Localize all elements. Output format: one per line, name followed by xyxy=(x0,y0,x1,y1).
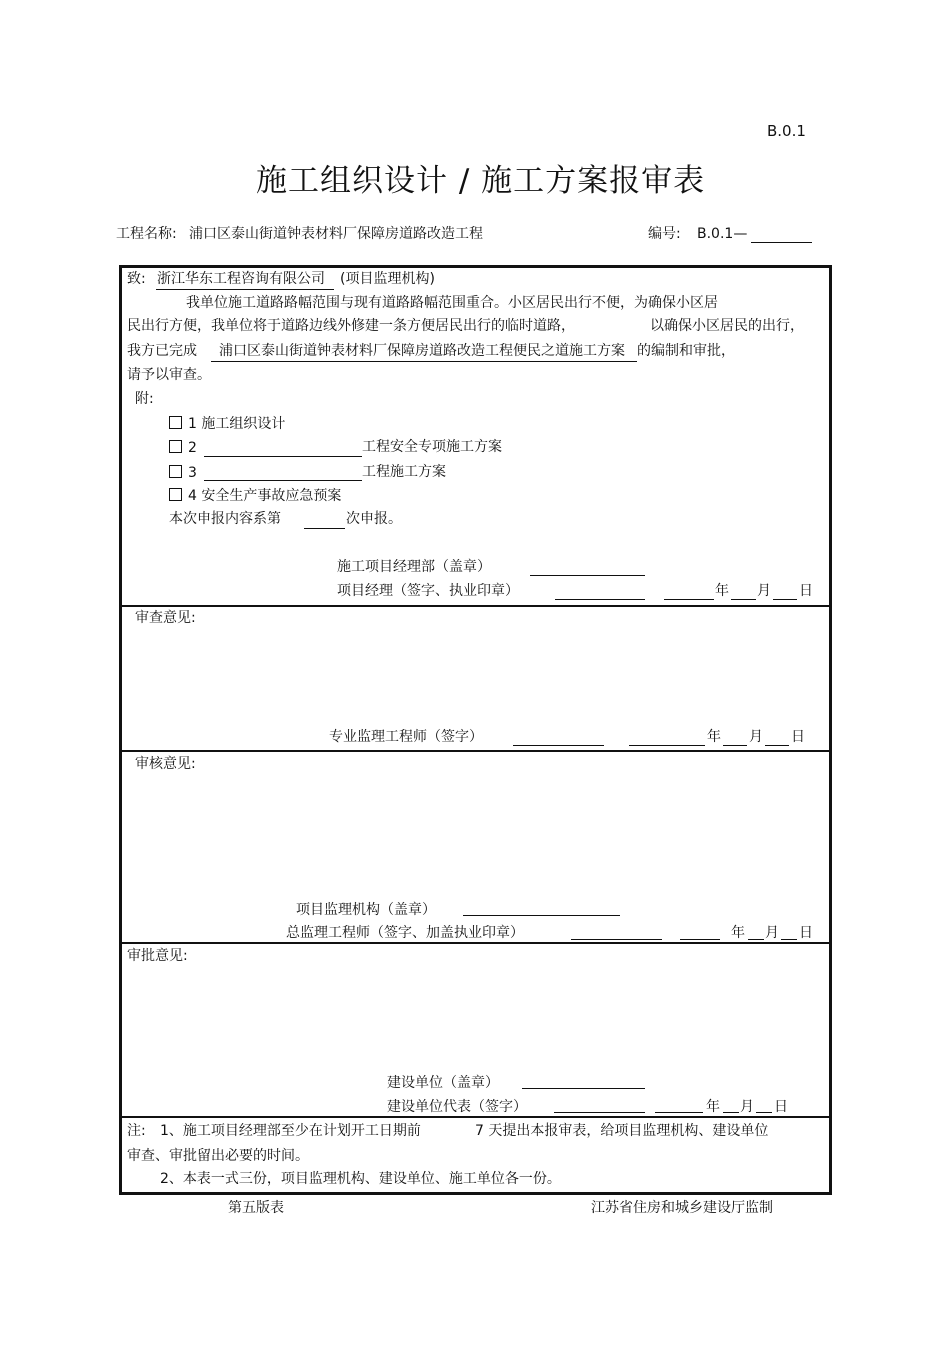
engineer-year: 年 xyxy=(707,729,721,745)
engineer-year-blank[interactable] xyxy=(629,745,705,746)
supervision-seal-blank[interactable] xyxy=(463,915,620,916)
body-line-4: 请予以审查。 xyxy=(127,367,211,383)
project-label: 工程名称: xyxy=(116,226,177,242)
number-blank[interactable] xyxy=(751,242,812,243)
attachment-3-text: 工程施工方案 xyxy=(362,464,446,480)
to-org: 浙江华东工程咨询有限公司 xyxy=(157,271,325,287)
divider-1 xyxy=(122,605,829,607)
attachment-1-text: 施工组织设计 xyxy=(201,416,286,432)
submission-count-a: 本次申报内容系第 xyxy=(169,511,281,527)
attachment-1-num: 1 xyxy=(188,416,197,432)
attachment-3[interactable] xyxy=(169,465,197,480)
checkbox-3[interactable] xyxy=(169,465,182,478)
body-line-3c: 的编制和审批， xyxy=(637,343,735,359)
page-title: 施工组织设计 / 施工方案报审表 xyxy=(256,163,706,199)
chief-day: 日 xyxy=(799,925,813,941)
body-line-2b: 以确保小区居民的出行， xyxy=(650,318,804,334)
body-line-1: 我单位施工道路路幅范围与现有道路路幅范围重合。小区居民出行不便，为确保小区居 xyxy=(186,295,718,311)
engineer-day: 日 xyxy=(791,729,805,745)
owner-year: 年 xyxy=(706,1099,720,1115)
pm-seal-blank[interactable] xyxy=(530,575,645,576)
note-1a: 1、施工项目经理部至少在计划开工日期前 xyxy=(160,1123,421,1139)
to-suffix: (项目监理机构) xyxy=(340,271,435,287)
attachment-1[interactable] xyxy=(169,416,285,431)
note-2: 2、本表一式三份，项目监理机构、建设单位、施工单位各一份。 xyxy=(160,1171,561,1187)
number-label: 编号: xyxy=(648,226,681,242)
owner-month: 月 xyxy=(740,1099,754,1115)
engineer-month: 月 xyxy=(749,729,763,745)
review-label: 审查意见: xyxy=(135,610,196,626)
pm-day: 日 xyxy=(799,583,813,599)
scheme-name: 浦口区泰山街道钟表材料厂保障房道路改造工程便民之道施工方案 xyxy=(219,343,625,359)
divider-4 xyxy=(122,1116,829,1118)
chief-day-blank[interactable] xyxy=(781,939,797,940)
notes-label: 注: xyxy=(127,1123,146,1139)
checkbox-4[interactable] xyxy=(169,488,182,501)
attachment-2-text: 工程安全专项施工方案 xyxy=(362,439,502,455)
engineer-sign-blank[interactable] xyxy=(513,745,604,746)
project-name: 浦口区泰山街道钟表材料厂保障房道路改造工程 xyxy=(189,226,483,242)
pm-month: 月 xyxy=(757,583,771,599)
chief-year-blank[interactable] xyxy=(680,939,720,940)
attachment-3-num: 3 xyxy=(188,465,197,481)
owner-day: 日 xyxy=(774,1099,788,1115)
attach-label: 附: xyxy=(135,391,154,407)
owner-seal-blank[interactable] xyxy=(522,1088,645,1089)
attachment-4[interactable] xyxy=(169,488,341,503)
owner-year-blank[interactable] xyxy=(655,1112,703,1113)
checkbox-2[interactable] xyxy=(169,440,182,453)
footer-edition: 第五版表 xyxy=(228,1200,284,1216)
pm-sign-blank[interactable] xyxy=(555,599,645,600)
chief-sign-label: 总监理工程师（签字、加盖执业印章） xyxy=(286,925,524,941)
pm-day-blank[interactable] xyxy=(773,599,797,600)
engineer-month-blank[interactable] xyxy=(723,745,747,746)
checkbox-1[interactable] xyxy=(169,416,182,429)
attachment-2-blank[interactable] xyxy=(204,456,362,457)
owner-seal-label: 建设单位（盖章） xyxy=(387,1075,499,1091)
chief-month: 月 xyxy=(765,925,779,941)
submission-count-blank[interactable] xyxy=(304,528,345,529)
owner-month-blank[interactable] xyxy=(723,1112,739,1113)
attachment-4-text: 安全生产事故应急预案 xyxy=(201,488,342,504)
note-1c: 审查、审批留出必要的时间。 xyxy=(127,1148,309,1164)
attachment-4-num: 4 xyxy=(188,488,197,504)
divider-2 xyxy=(122,750,829,752)
attachment-2-num: 2 xyxy=(188,440,197,456)
supervision-seal-label: 项目监理机构（盖章） xyxy=(296,902,436,918)
to-org-underline xyxy=(156,289,334,290)
engineer-day-blank[interactable] xyxy=(765,745,789,746)
note-1b: 7 天提出本报审表，给项目监理机构、建设单位 xyxy=(475,1123,769,1139)
attachment-2[interactable] xyxy=(169,440,197,455)
divider-3 xyxy=(122,942,829,944)
audit-label: 审核意见: xyxy=(135,756,196,772)
pm-year: 年 xyxy=(715,583,729,599)
to-label: 致: xyxy=(127,271,146,287)
pm-year-blank[interactable] xyxy=(664,599,714,600)
body-line-2a: 民出行方便，我单位将于道路边线外修建一条方便居民出行的临时道路， xyxy=(127,318,575,334)
attachment-3-blank[interactable] xyxy=(204,480,362,481)
footer-issuer: 江苏省住房和城乡建设厅监制 xyxy=(591,1200,773,1216)
owner-sign-label: 建设单位代表（签字） xyxy=(387,1099,527,1115)
owner-day-blank[interactable] xyxy=(756,1112,772,1113)
pm-month-blank[interactable] xyxy=(731,599,756,600)
chief-month-blank[interactable] xyxy=(748,939,764,940)
scheme-name-underline xyxy=(211,361,637,362)
owner-sign-blank[interactable] xyxy=(554,1112,645,1113)
body-line-3a: 我方已完成 xyxy=(127,343,197,359)
approval-label: 审批意见: xyxy=(127,948,188,964)
number-value: B.0.1— xyxy=(697,226,748,242)
engineer-sign-label: 专业监理工程师（签字） xyxy=(329,729,483,745)
pm-sign-label: 项目经理（签字、执业印章） xyxy=(337,583,519,599)
pm-seal-label: 施工项目经理部（盖章） xyxy=(337,559,491,575)
chief-year: 年 xyxy=(731,925,745,941)
chief-sign-blank[interactable] xyxy=(571,939,662,940)
form-code: B.0.1 xyxy=(767,122,806,140)
submission-count-b: 次申报。 xyxy=(346,511,402,527)
